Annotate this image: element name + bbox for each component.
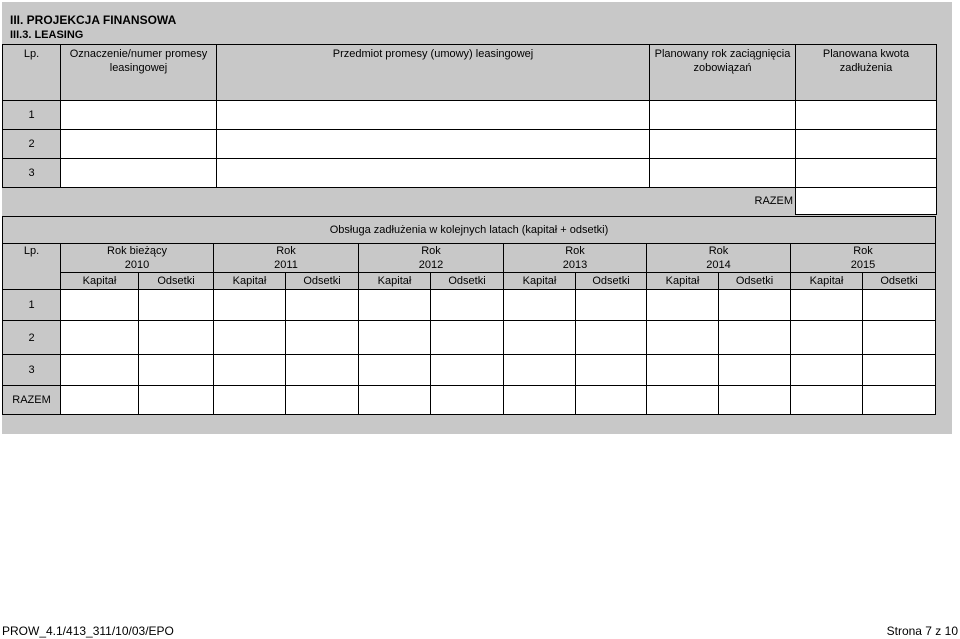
value-cell[interactable] [359, 386, 431, 415]
odsetki-header: Odsetki [431, 273, 504, 290]
rok-cell[interactable] [650, 130, 796, 159]
value-cell[interactable] [61, 321, 139, 355]
year-label: Rok [359, 244, 504, 259]
col-oznaczenie-header: Oznaczenie/numer promesy leasingowej [61, 45, 217, 101]
kapital-header: Kapitał [791, 273, 863, 290]
value-cell[interactable] [863, 290, 936, 321]
value-cell[interactable] [863, 321, 936, 355]
col-lp-header: Lp. [3, 244, 61, 273]
value-cell[interactable] [214, 321, 286, 355]
row-number: 3 [3, 355, 61, 386]
kapital-header: Kapitał [61, 273, 139, 290]
kapital-header: Kapitał [214, 273, 286, 290]
value-cell[interactable] [139, 321, 214, 355]
value-cell[interactable] [719, 386, 791, 415]
value-cell[interactable] [504, 290, 576, 321]
col-rok-header: Planowany rok zaciągnięcia zobowiązań [650, 45, 796, 101]
oznaczenie-cell[interactable] [61, 159, 217, 188]
year-label: Rok [214, 244, 359, 259]
kapital-header: Kapitał [359, 273, 431, 290]
year-value: 2012 [359, 258, 504, 273]
value-cell[interactable] [647, 321, 719, 355]
oznaczenie-cell[interactable] [61, 101, 217, 130]
value-cell[interactable] [286, 355, 359, 386]
odsetki-header: Odsetki [286, 273, 359, 290]
value-cell[interactable] [431, 386, 504, 415]
value-cell[interactable] [431, 321, 504, 355]
value-cell[interactable] [576, 290, 647, 321]
leasing-table [2, 44, 937, 215]
value-cell[interactable] [61, 290, 139, 321]
oznaczenie-cell[interactable] [61, 130, 217, 159]
col-kwota-header: Planowana kwota zadłużenia [796, 45, 937, 101]
value-cell[interactable] [214, 355, 286, 386]
value-cell[interactable] [61, 355, 139, 386]
table-row [3, 321, 936, 355]
value-cell[interactable] [286, 290, 359, 321]
value-cell[interactable] [791, 290, 863, 321]
value-cell[interactable] [647, 290, 719, 321]
value-cell[interactable] [359, 290, 431, 321]
razem-row [3, 386, 936, 415]
year-value: 2010 [61, 258, 214, 273]
value-cell[interactable] [431, 355, 504, 386]
value-cell[interactable] [791, 321, 863, 355]
table-row [3, 130, 937, 159]
value-cell[interactable] [504, 355, 576, 386]
table-row [3, 159, 937, 188]
value-cell[interactable] [61, 386, 139, 415]
odsetki-header: Odsetki [139, 273, 214, 290]
value-cell[interactable] [286, 386, 359, 415]
value-cell[interactable] [139, 290, 214, 321]
year-value: 2011 [214, 258, 359, 273]
section-subtitle: III.3. LEASING [10, 29, 84, 41]
row-number: 3 [3, 159, 61, 188]
year-label: Rok bieżący [61, 244, 214, 259]
value-cell[interactable] [576, 321, 647, 355]
odsetki-header: Odsetki [719, 273, 791, 290]
value-cell[interactable] [139, 386, 214, 415]
year-value: 2015 [791, 258, 936, 273]
value-cell[interactable] [719, 290, 791, 321]
year-value: 2014 [647, 258, 791, 273]
kwota-cell[interactable] [796, 130, 937, 159]
przedmiot-cell[interactable] [217, 101, 650, 130]
year-label: Rok [647, 244, 791, 259]
value-cell[interactable] [863, 386, 936, 415]
razem-label: RAZEM [3, 188, 796, 215]
rok-cell[interactable] [650, 101, 796, 130]
year-label: Rok [504, 244, 647, 259]
value-cell[interactable] [576, 386, 647, 415]
kwota-cell[interactable] [796, 159, 937, 188]
col-lp-header: Lp. [3, 45, 61, 101]
value-cell[interactable] [791, 355, 863, 386]
kapital-header: Kapitał [647, 273, 719, 290]
value-cell[interactable] [791, 386, 863, 415]
value-cell[interactable] [359, 355, 431, 386]
debt-service-caption: Obsługa zadłużenia w kolejnych latach (kapitał + odsetki) [3, 217, 936, 244]
value-cell[interactable] [286, 321, 359, 355]
year-label: Rok [791, 244, 936, 259]
value-cell[interactable] [214, 290, 286, 321]
value-cell[interactable] [139, 355, 214, 386]
value-cell[interactable] [359, 321, 431, 355]
przedmiot-cell[interactable] [217, 130, 650, 159]
value-cell[interactable] [719, 321, 791, 355]
section-title: III. PROJEKCJA FINANSOWA [10, 13, 177, 27]
odsetki-header: Odsetki [863, 273, 936, 290]
value-cell[interactable] [719, 355, 791, 386]
row-number: 2 [3, 321, 61, 355]
kwota-cell[interactable] [796, 101, 937, 130]
col-przedmiot-header: Przedmiot promesy (umowy) leasingowej [217, 45, 650, 101]
razem-kwota-cell[interactable] [796, 188, 937, 215]
razem-label: RAZEM [3, 386, 61, 415]
value-cell[interactable] [214, 386, 286, 415]
value-cell[interactable] [431, 290, 504, 321]
value-cell[interactable] [576, 355, 647, 386]
odsetki-header: Odsetki [576, 273, 647, 290]
table-row [3, 290, 936, 321]
row-number: 1 [3, 101, 61, 130]
year-value: 2013 [504, 258, 647, 273]
przedmiot-cell[interactable] [217, 159, 650, 188]
value-cell[interactable] [647, 355, 719, 386]
value-cell[interactable] [504, 321, 576, 355]
row-number: 1 [3, 290, 61, 321]
value-cell[interactable] [647, 386, 719, 415]
rok-cell[interactable] [650, 159, 796, 188]
table-row [3, 355, 936, 386]
page-number: Strona 7 z 10 [886, 624, 958, 638]
value-cell[interactable] [504, 386, 576, 415]
debt-service-table [2, 216, 936, 415]
kapital-header: Kapitał [504, 273, 576, 290]
value-cell[interactable] [863, 355, 936, 386]
row-number: 2 [3, 130, 61, 159]
table-row [3, 101, 937, 130]
form-code: PROW_4.1/413_311/10/03/EPO [2, 624, 174, 638]
